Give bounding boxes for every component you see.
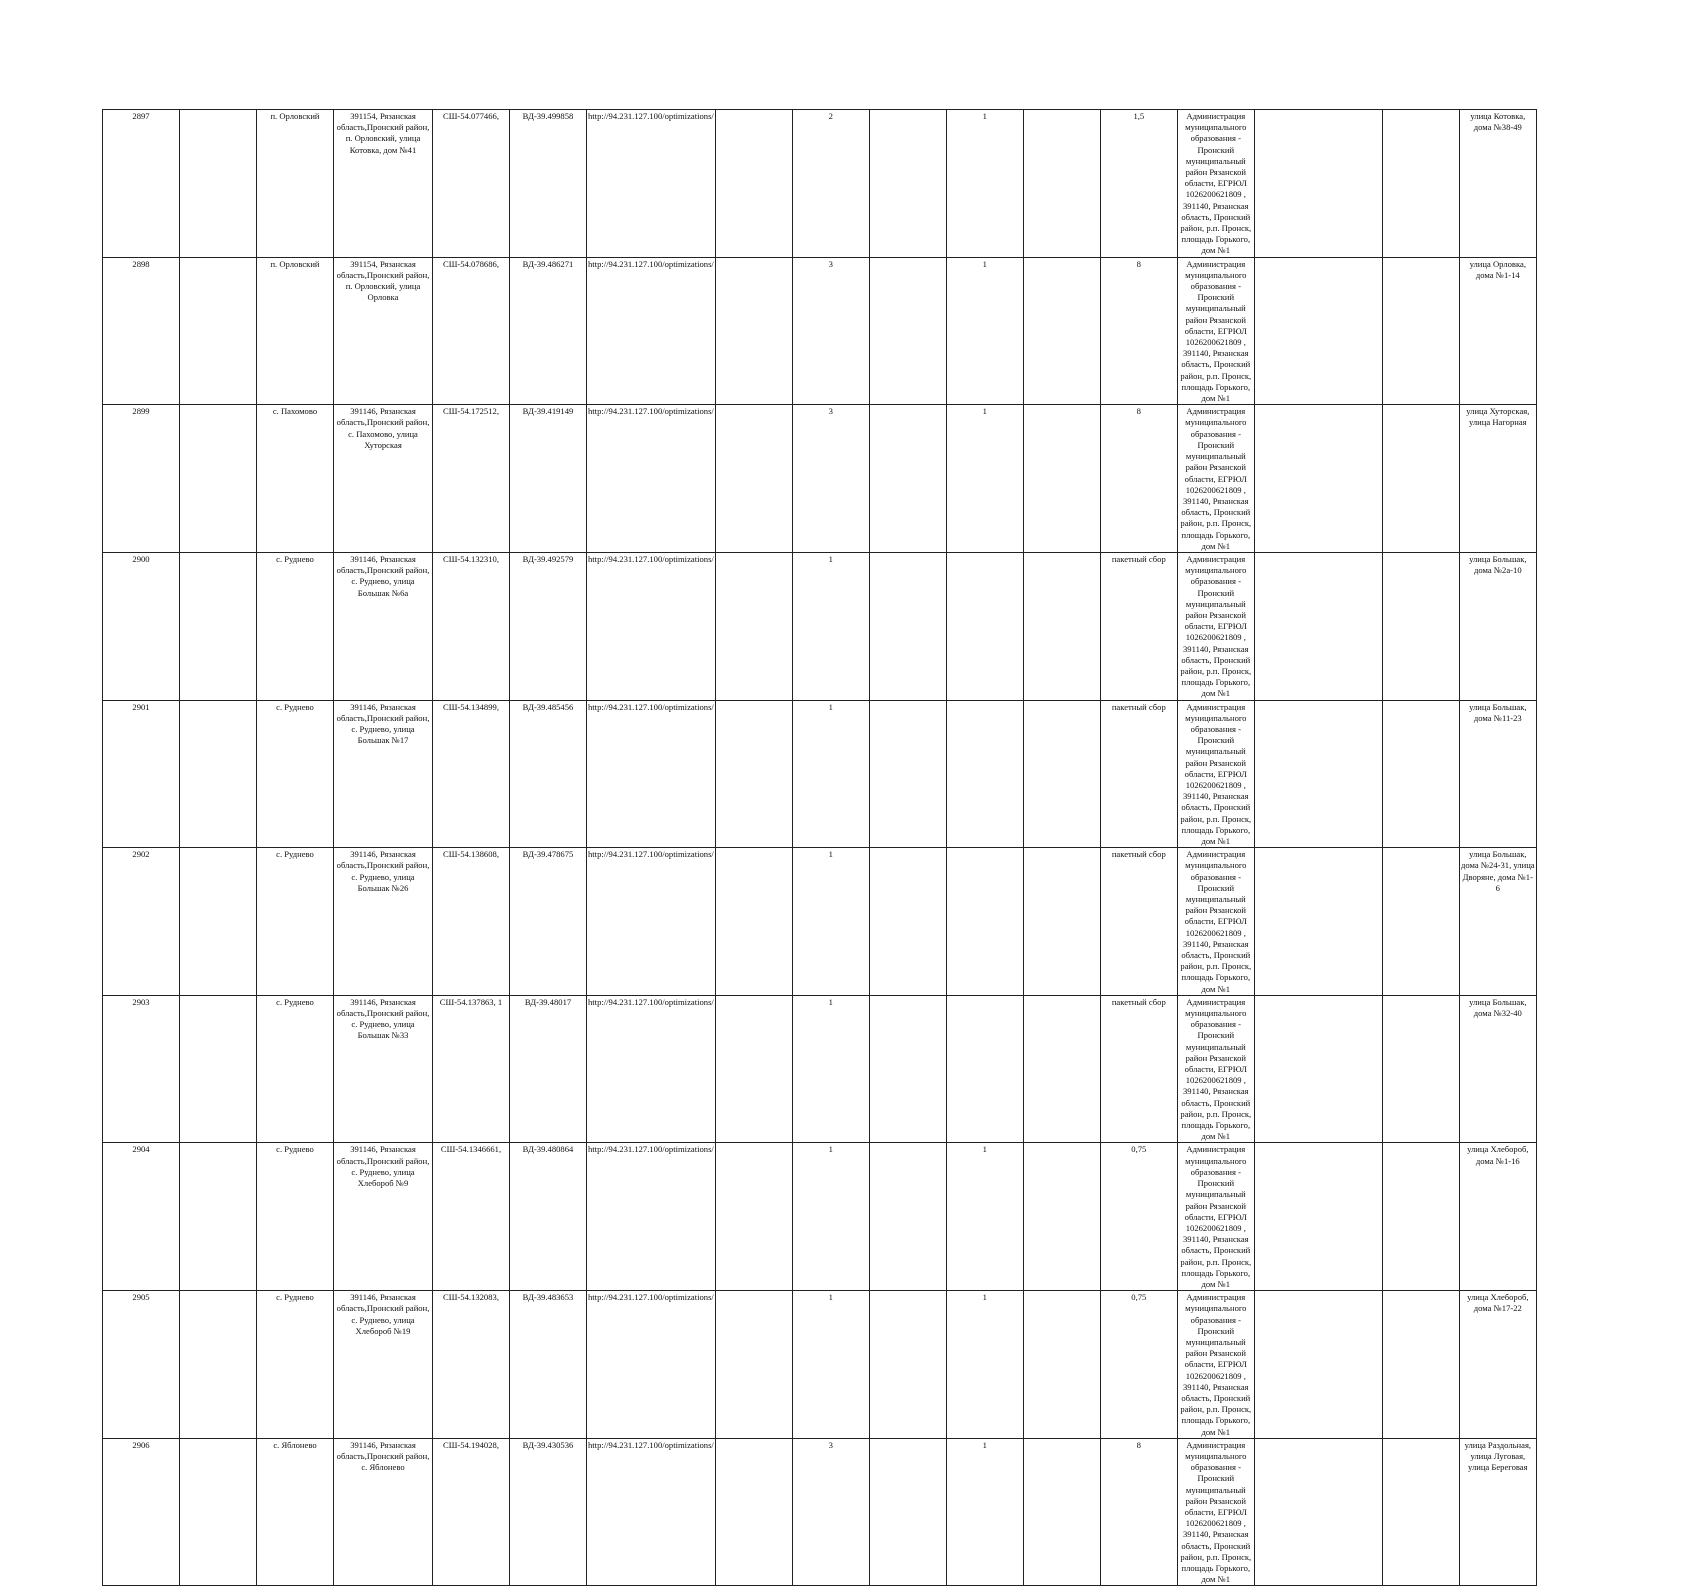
container-count-cell: 1 <box>946 1143 1023 1291</box>
record-number-cell: 2904 <box>103 1143 180 1291</box>
record-number-cell: 2900 <box>103 552 180 700</box>
container-count-cell: 1 <box>792 995 869 1143</box>
empty-cell <box>1023 700 1100 848</box>
container-count-cell: 2 <box>792 110 869 258</box>
served-streets-cell: улица Большак, дома №11-23 <box>1459 700 1536 848</box>
empty-cell <box>715 257 792 405</box>
record-number-cell: 2906 <box>103 1438 180 1586</box>
container-count-cell: 1 <box>946 110 1023 258</box>
empty-cell <box>180 1143 257 1291</box>
settlement-cell: с. Руднево <box>257 552 334 700</box>
settlement-cell: с. Руднево <box>257 1291 334 1439</box>
empty-cell <box>715 1291 792 1439</box>
served-streets-cell: улица Большак, дома №24-31, улица Дворяне, дома №1-6 <box>1459 848 1536 996</box>
served-streets-cell: улица Большак, дома №2а-10 <box>1459 552 1536 700</box>
empty-cell <box>715 848 792 996</box>
longitude-cell: ВД-39.485456 <box>510 700 587 848</box>
empty-cell <box>869 552 946 700</box>
empty-cell <box>1023 848 1100 996</box>
map-link-cell[interactable]: http://94.231.127.100/optimizations/ <box>587 405 716 553</box>
container-count-cell: 1 <box>792 700 869 848</box>
container-count-cell: 1 <box>792 1291 869 1439</box>
settlement-cell: с. Яблонево <box>257 1438 334 1586</box>
longitude-cell: ВД-39.483653 <box>510 1291 587 1439</box>
served-streets-cell: улица Раздольная, улица Луговая, улица Береговая <box>1459 1438 1536 1586</box>
table-row <box>103 1143 1644 1291</box>
volume-cell: 8 <box>1100 1438 1177 1586</box>
settlement-cell: с. Руднево <box>257 1143 334 1291</box>
table-row <box>103 995 1644 1143</box>
container-count-cell: 1 <box>946 405 1023 553</box>
address-cell: 391146, Рязанская область,Пронский район, с. Руднево, улица Большак №6а <box>334 552 433 700</box>
empty-cell <box>180 110 257 258</box>
map-link-cell[interactable]: http://94.231.127.100/optimizations/ <box>587 110 716 258</box>
served-streets-cell: улица Котовка, дома №38-49 <box>1459 110 1536 258</box>
settlement-cell: с. Руднево <box>257 848 334 996</box>
empty-cell <box>1023 405 1100 553</box>
empty-cell <box>869 257 946 405</box>
longitude-cell: ВД-39.492579 <box>510 552 587 700</box>
empty-cell <box>715 1438 792 1586</box>
map-link-cell[interactable]: http://94.231.127.100/optimizations/ <box>587 848 716 996</box>
empty-cell <box>180 1438 257 1586</box>
address-cell: 391146, Рязанская область,Пронский район, с. Руднево, улица Хлебороб №19 <box>334 1291 433 1439</box>
served-streets-cell: улица Большак, дома №32-40 <box>1459 995 1536 1143</box>
empty-cell <box>715 1143 792 1291</box>
empty-cell <box>715 995 792 1143</box>
empty-cell <box>715 110 792 258</box>
empty-cell <box>869 995 946 1143</box>
empty-cell <box>1023 1143 1100 1291</box>
empty-cell <box>715 700 792 848</box>
settlement-cell: п. Орловский <box>257 110 334 258</box>
empty-cell <box>1382 995 1459 1143</box>
container-count-cell: 1 <box>946 1438 1023 1586</box>
map-link-cell[interactable]: http://94.231.127.100/optimizations/ <box>587 1438 716 1586</box>
empty-cell <box>1254 552 1382 700</box>
longitude-cell: ВД-39.478675 <box>510 848 587 996</box>
address-cell: 391146, Рязанская область,Пронский район, с. Руднево, улица Большак №17 <box>334 700 433 848</box>
empty-cell <box>1254 110 1382 258</box>
empty-cell <box>180 257 257 405</box>
address-cell: 391154, Рязанская область,Пронский район, п. Орловский, улица Котовка, дом №41 <box>334 110 433 258</box>
record-number-cell: 2901 <box>103 700 180 848</box>
table-row <box>103 700 1644 848</box>
container-count-cell: 1 <box>792 1143 869 1291</box>
owner-cell: Администрация муниципального образования - Пронский муниципальный район Рязанской области, ЕГРЮЛ 1026200621809 , 391140, Рязанская область, Пронский район, р.п. Пронск, площадь Горького, дом №1 <box>1177 405 1254 553</box>
empty-cell <box>1254 1438 1382 1586</box>
owner-cell: Администрация муниципального образования - Пронский муниципальный район Рязанской области, ЕГРЮЛ 1026200621809 , 391140, Рязанская область, Пронский район, р.п. Пронск, площадь Горького, дом №1 <box>1177 552 1254 700</box>
empty-cell <box>1023 552 1100 700</box>
empty-cell <box>1254 1291 1382 1439</box>
container-count-cell: 1 <box>946 257 1023 405</box>
map-link-cell[interactable]: http://94.231.127.100/optimizations/ <box>587 1291 716 1439</box>
latitude-cell: СШ-54.132083, <box>433 1291 510 1439</box>
table-row <box>103 848 1644 996</box>
longitude-cell: ВД-39.430536 <box>510 1438 587 1586</box>
address-cell: 391146, Рязанская область,Пронский район, с. Яблонево <box>334 1438 433 1586</box>
record-number-cell: 2897 <box>103 110 180 258</box>
latitude-cell: СШ-54.172512, <box>433 405 510 553</box>
empty-cell <box>1254 257 1382 405</box>
empty-cell <box>1023 257 1100 405</box>
container-count-cell <box>946 848 1023 996</box>
volume-cell: 8 <box>1100 257 1177 405</box>
empty-cell <box>869 1438 946 1586</box>
longitude-cell: ВД-39.486271 <box>510 257 587 405</box>
owner-cell: Администрация муниципального образования - Пронский муниципальный район Рязанской области, ЕГРЮЛ 1026200621809 , 391140, Рязанская область, Пронский район, р.п. Пронск, площадь Горького, дом №1 <box>1177 110 1254 258</box>
record-number-cell: 2905 <box>103 1291 180 1439</box>
empty-cell <box>869 1143 946 1291</box>
empty-cell <box>180 995 257 1143</box>
owner-cell: Администрация муниципального образования - Пронский муниципальный район Рязанской области, ЕГРЮЛ 1026200621809 , 391140, Рязанская область, Пронский район, р.п. Пронск, площадь Горького, дом №1 <box>1177 1438 1254 1586</box>
empty-cell <box>1254 700 1382 848</box>
empty-cell <box>1254 405 1382 553</box>
empty-cell <box>180 1291 257 1439</box>
record-number-cell: 2899 <box>103 405 180 553</box>
empty-cell <box>1023 1291 1100 1439</box>
volume-cell: 0,75 <box>1100 1291 1177 1439</box>
settlement-cell: с. Пахомово <box>257 405 334 553</box>
container-count-cell: 1 <box>792 552 869 700</box>
address-cell: 391146, Рязанская область,Пронский район, с. Руднево, улица Большак №26 <box>334 848 433 996</box>
table-row <box>103 1438 1644 1586</box>
owner-cell: Администрация муниципального образования - Пронский муниципальный район Рязанской области, ЕГРЮЛ 1026200621809 , 391140, Рязанская область, Пронский район, р.п. Пронск, площадь Горького, дом №1 <box>1177 995 1254 1143</box>
record-number-cell: 2902 <box>103 848 180 996</box>
address-cell: 391146, Рязанская область,Пронский район, с. Пахомово, улица Хуторская <box>334 405 433 553</box>
address-cell: 391154, Рязанская область,Пронский район, п. Орловский, улица Орловка <box>334 257 433 405</box>
latitude-cell: СШ-54.137863, 1 <box>433 995 510 1143</box>
served-streets-cell: улица Хлебороб, дома №17-22 <box>1459 1291 1536 1439</box>
empty-cell <box>1382 848 1459 996</box>
empty-cell <box>1023 1438 1100 1586</box>
latitude-cell: СШ-54.077466, <box>433 110 510 258</box>
settlement-cell: с. Руднево <box>257 700 334 848</box>
longitude-cell: ВД-39.499858 <box>510 110 587 258</box>
owner-cell: Администрация муниципального образования - Пронский муниципальный район Рязанской области, ЕГРЮЛ 1026200621809 , 391140, Рязанская область, Пронский район, р.п. Пронск, площадь Горького, дом №1 <box>1177 700 1254 848</box>
owner-cell: Администрация муниципального образования - Пронский муниципальный район Рязанской области, ЕГРЮЛ 1026200621809 , 391140, Рязанская область, Пронский район, р.п. Пронск, площадь Горького, дом №1 <box>1177 1143 1254 1291</box>
empty-cell <box>180 552 257 700</box>
empty-cell <box>869 405 946 553</box>
empty-cell <box>1254 1143 1382 1291</box>
empty-cell <box>1382 700 1459 848</box>
latitude-cell: СШ-54.138608, <box>433 848 510 996</box>
table-row <box>103 257 1644 405</box>
empty-cell <box>1382 405 1459 553</box>
container-count-cell <box>946 700 1023 848</box>
table-body <box>103 110 1644 1586</box>
empty-cell <box>715 552 792 700</box>
owner-cell: Администрация муниципального образования - Пронский муниципальный район Рязанской области, ЕГРЮЛ 1026200621809 , 391140, Рязанская область, Пронский район, р.п. Пронск, площадь Горького, дом №1 <box>1177 257 1254 405</box>
owner-cell: Администрация муниципального образования - Пронский муниципальный район Рязанской области, ЕГРЮЛ 1026200621809 , 391140, Рязанская область, Пронский район, р.п. Пронск, площадь Горького, дом №1 <box>1177 1291 1254 1439</box>
volume-cell: пакетный сбор <box>1100 700 1177 848</box>
container-count-cell <box>946 552 1023 700</box>
table-row <box>103 1291 1644 1439</box>
map-link-cell[interactable]: http://94.231.127.100/optimizations/ <box>587 552 716 700</box>
latitude-cell: СШ-54.132310, <box>433 552 510 700</box>
table-row <box>103 110 1644 258</box>
table-row <box>103 405 1644 553</box>
empty-cell <box>715 405 792 553</box>
volume-cell: пакетный сбор <box>1100 848 1177 996</box>
empty-cell <box>1382 1291 1459 1439</box>
empty-cell <box>1254 995 1382 1143</box>
longitude-cell: ВД-39.480864 <box>510 1143 587 1291</box>
latitude-cell: СШ-54.134899, <box>433 700 510 848</box>
empty-cell <box>869 110 946 258</box>
empty-cell <box>1254 848 1382 996</box>
empty-cell <box>869 1291 946 1439</box>
container-count-cell <box>946 995 1023 1143</box>
settlement-cell: с. Руднево <box>257 995 334 1143</box>
map-link-cell[interactable]: http://94.231.127.100/optimizations/ <box>587 1143 716 1291</box>
container-count-cell: 3 <box>792 405 869 553</box>
empty-cell <box>1382 1438 1459 1586</box>
map-link-cell[interactable]: http://94.231.127.100/optimizations/ <box>587 700 716 848</box>
empty-cell <box>1023 995 1100 1143</box>
container-count-cell: 3 <box>792 257 869 405</box>
empty-cell <box>1382 1143 1459 1291</box>
volume-cell: 1,5 <box>1100 110 1177 258</box>
settlement-cell: п. Орловский <box>257 257 334 405</box>
registry-table <box>102 109 1644 1586</box>
empty-cell <box>180 405 257 553</box>
container-count-cell: 1 <box>792 848 869 996</box>
volume-cell: 8 <box>1100 405 1177 553</box>
empty-cell <box>1382 552 1459 700</box>
served-streets-cell: улица Орловка, дома №1-14 <box>1459 257 1536 405</box>
owner-cell: Администрация муниципального образования - Пронский муниципальный район Рязанской области, ЕГРЮЛ 1026200621809 , 391140, Рязанская область, Пронский район, р.п. Пронск, площадь Горького, дом №1 <box>1177 848 1254 996</box>
latitude-cell: СШ-54.1346661, <box>433 1143 510 1291</box>
table-row <box>103 552 1644 700</box>
empty-cell <box>1382 110 1459 258</box>
empty-cell <box>869 700 946 848</box>
map-link-cell[interactable]: http://94.231.127.100/optimizations/ <box>587 257 716 405</box>
record-number-cell: 2898 <box>103 257 180 405</box>
latitude-cell: СШ-54.194028, <box>433 1438 510 1586</box>
address-cell: 391146, Рязанская область,Пронский район, с. Руднево, улица Хлебороб №9 <box>334 1143 433 1291</box>
longitude-cell: ВД-39.419149 <box>510 405 587 553</box>
longitude-cell: ВД-39.48017 <box>510 995 587 1143</box>
container-count-cell: 3 <box>792 1438 869 1586</box>
empty-cell <box>869 848 946 996</box>
empty-cell <box>1382 257 1459 405</box>
volume-cell: 0,75 <box>1100 1143 1177 1291</box>
served-streets-cell: улица Хлебороб, дома №1-16 <box>1459 1143 1536 1291</box>
address-cell: 391146, Рязанская область,Пронский район, с. Руднево, улица Большак №33 <box>334 995 433 1143</box>
record-number-cell: 2903 <box>103 995 180 1143</box>
volume-cell: пакетный сбор <box>1100 552 1177 700</box>
volume-cell: пакетный сбор <box>1100 995 1177 1143</box>
empty-cell <box>180 700 257 848</box>
latitude-cell: СШ-54.078686, <box>433 257 510 405</box>
empty-cell <box>1023 110 1100 258</box>
served-streets-cell: улица Хуторская, улица Нагорная <box>1459 405 1536 553</box>
map-link-cell[interactable]: http://94.231.127.100/optimizations/ <box>587 995 716 1143</box>
container-count-cell: 1 <box>946 1291 1023 1439</box>
empty-cell <box>180 848 257 996</box>
